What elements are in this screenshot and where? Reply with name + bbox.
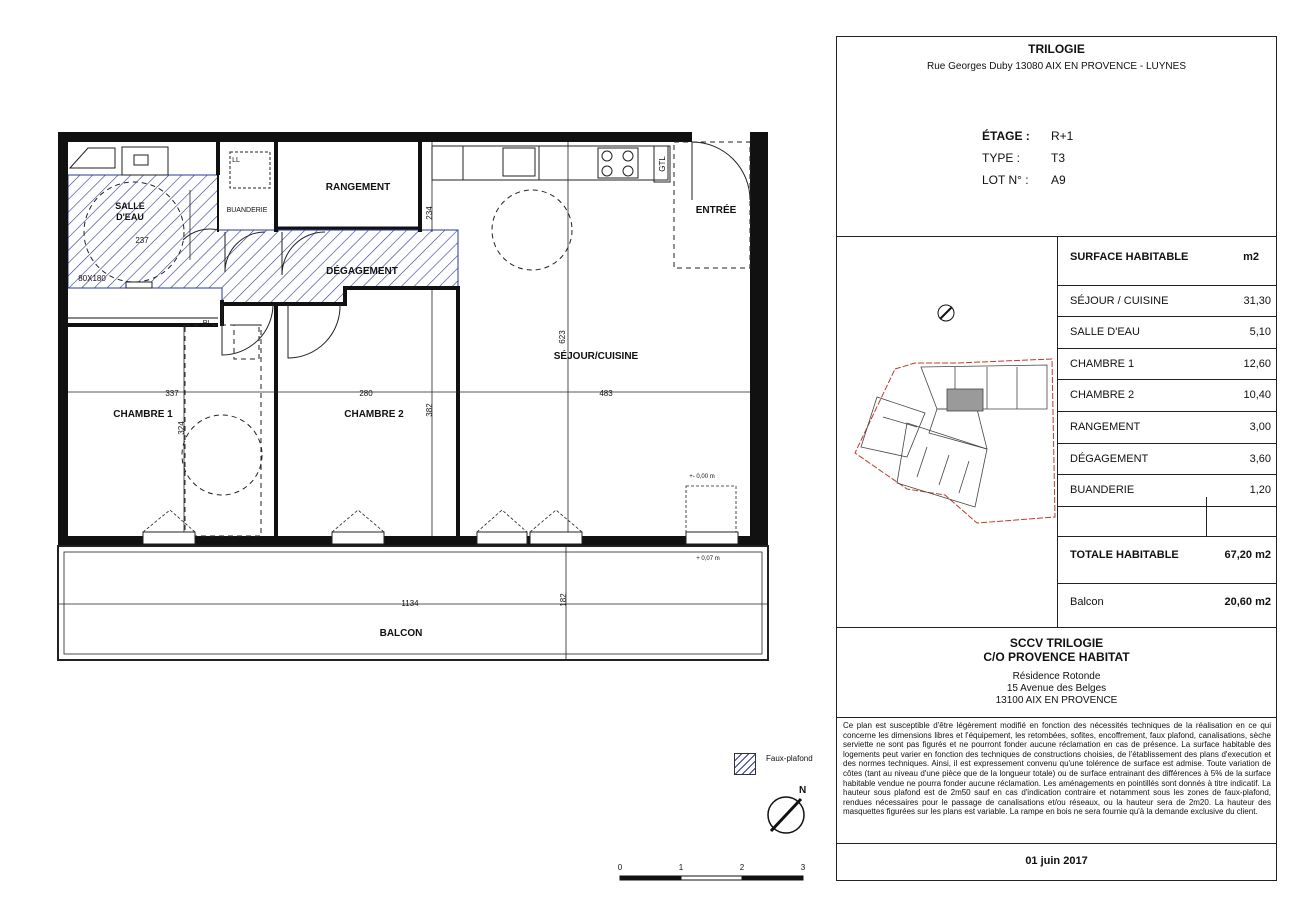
developer-addr2: 15 Avenue des Belges [1006, 683, 1107, 694]
room-label-balcon: BALCON [379, 628, 423, 639]
scale-tick-0: 0 [617, 863, 623, 872]
developer-name: SCCV TRILOGIE [1009, 636, 1104, 650]
label-gtl: GTL [658, 156, 667, 172]
room-label-salle-deau: SALLE [115, 201, 145, 211]
dim-382: 382 [425, 403, 434, 417]
surface-row: BUANDERIE 1,20 [1058, 475, 1277, 507]
developer-addr1: Résidence Rotonde [1012, 671, 1101, 682]
faux-plafond-swatch [734, 753, 756, 775]
surface-row-empty [1058, 507, 1277, 537]
developer-addr3: 13100 AIX EN PROVENCE [995, 695, 1118, 706]
floor-value: R+1 [1051, 129, 1074, 143]
surface-header-label: SURFACE HABITABLE [1070, 251, 1189, 263]
scale-bar [620, 876, 803, 880]
dim-234: 234 [425, 206, 434, 220]
label-ll: LL [232, 157, 240, 164]
lot-value: A9 [1051, 173, 1066, 187]
type-label: TYPE : [982, 151, 1021, 165]
balcony-label: Balcon [1070, 596, 1104, 608]
room-label-rangement: RANGEMENT [325, 182, 391, 193]
plan-date: 01 juin 2017 [1025, 855, 1088, 867]
level-000: +- 0,00 m [689, 474, 715, 480]
scale-tick-2: 2 [739, 863, 745, 872]
program-title: TRILOGIE [1028, 42, 1085, 56]
svg-text:N: N [799, 785, 807, 796]
toilet [70, 148, 115, 168]
dim-324: 324 [177, 421, 186, 435]
total-label: TOTALE HABITABLE [1070, 549, 1179, 561]
room-label-degagement: DÉGAGEMENT [326, 266, 398, 277]
surface-row: RANGEMENT 3,00 [1058, 412, 1277, 444]
surface-row: SALLE D'EAU 5,10 [1058, 317, 1277, 349]
surface-row: SÉJOUR / CUISINE 31,30 [1058, 286, 1277, 317]
title-block [836, 36, 1277, 881]
room-label-buanderie: BUANDERIE [226, 207, 268, 214]
room-label-salle-deau-2: D'EAU [116, 212, 144, 222]
total-value: 67,20 m2 [1224, 549, 1271, 561]
surface-row: DÉGAGEMENT 3,60 [1058, 444, 1277, 475]
program-address: Rue Georges Duby 13080 AIX EN PROVENCE - LUYNES [926, 61, 1186, 72]
kitchen-counter [432, 146, 668, 180]
dim-623: 623 [558, 330, 567, 344]
dim-237: 237 [135, 236, 149, 245]
dim-337: 337 [165, 389, 179, 398]
washbasin [122, 147, 168, 175]
label-shower: 80X180 [78, 274, 106, 283]
site-plan-thumbnail [837, 237, 1057, 627]
scale-tick-3: 3 [800, 863, 806, 872]
north-arrow-icon [768, 785, 806, 833]
kitchen-sink [463, 146, 539, 180]
developer-co: C/O PROVENCE HABITAT [983, 650, 1130, 664]
disclaimer-text: Ce plan est susceptible d'être légèrement modifié en fonction des nécessités techniques de la réalisation en ce qui concerne les dimensions libres et l'équipement, les retombées, sofites, encoffrement, faux plafond, canalisations, sèche serviette ne sont pas figurés et ne pourront fonder aucune réclamation en cas de présence. La surface habitable des logements peut varier en fonction des techniques de constructions choisies, de l'établissement des plans d'execution et des normes techniques. Ainsi, il est expressement convenu qu'une tolérence de surface est admise. Toute variation de côtes (tant au niveau d'une pièce que de la longueur totale) ou de surface entrainant des différences à 5% de la surface habitable vendue ne pourra fonder aucune réclamation. Les aménagements en pointillés sont donnés à titre indicatif. La hauteur sous plafond est de 2m50 sauf en cas d'indication contraire et notamment sous les zones de faux-plafond, rendues nécessaires pour le passage de canalisations et/ou réseaux, ou la hauteur sera de 2m20. La hauteur des masquettes figurées sur les plans est variable. La rampe en bois ne sera fournie qu'à la demande exclusive du client. [843, 721, 1271, 817]
floor-label: ÉTAGE : [982, 129, 1030, 143]
type-value: T3 [1051, 151, 1066, 165]
scale-tick-1: 1 [678, 863, 684, 872]
small-north-icon [938, 305, 954, 321]
room-label-entree: ENTRÉE [695, 205, 737, 216]
dim-182: 182 [559, 593, 568, 607]
dim-1134: 1134 [401, 599, 419, 608]
balcony-value: 20,60 m2 [1224, 596, 1271, 608]
surface-row: CHAMBRE 1 12,60 [1058, 349, 1277, 380]
room-label-chambre2: CHAMBRE 2 [344, 409, 404, 420]
label-pl: PL [202, 320, 212, 327]
level-007: + 0,07 m [696, 556, 720, 562]
dim-280: 280 [359, 389, 373, 398]
legend-faux-plafond: Faux-plafond [766, 754, 813, 763]
room-label-chambre1: CHAMBRE 1 [113, 409, 173, 420]
lot-label: LOT N° : [982, 173, 1029, 187]
room-label-sejour: SÉJOUR/CUISINE [553, 351, 639, 362]
surface-header-unit: m2 [1243, 251, 1259, 263]
dim-483: 483 [599, 389, 613, 398]
surface-row: CHAMBRE 2 10,40 [1058, 380, 1277, 412]
